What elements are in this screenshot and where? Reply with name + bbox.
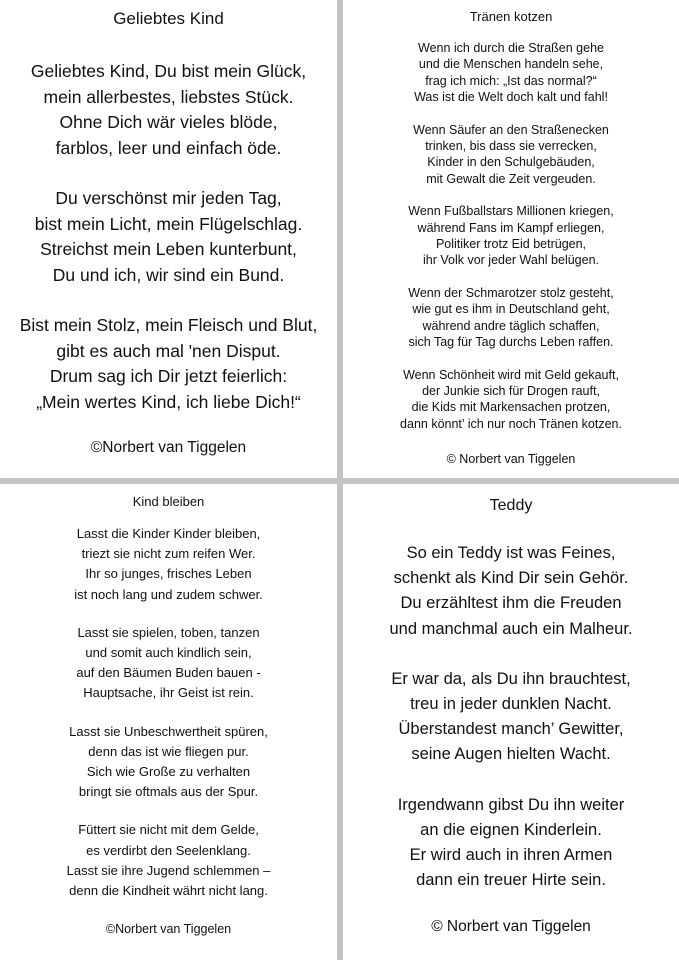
poem-line: Ohne Dich wär vieles blöde, <box>59 112 278 132</box>
poem-stanza <box>0 820 337 901</box>
poem-line: bringt sie oftmals aus der Spur. <box>78 784 259 800</box>
poem-stanza <box>343 285 679 351</box>
poem-stanza <box>0 524 337 605</box>
poem-line: So ein Teddy ist was Feines, <box>406 544 616 562</box>
poem-line: mein allerbestes, liebstes Stück. <box>43 86 294 107</box>
poem-line: Wenn der Schmarotzer stolz gesteht, <box>408 285 614 300</box>
copyright-notice: © Norbert van Tiggelen <box>431 918 591 936</box>
copyright-notice: ©Norbert van Tiggelen <box>90 439 247 456</box>
poem-line: seine Augen hielten Wacht. <box>411 745 611 764</box>
poem-line: und somit auch kindlich sein, <box>85 645 252 661</box>
poem-line: Wenn Schönheit wird mit Geld gekauft, <box>403 367 619 382</box>
copyright-notice: © Norbert van Tiggelen <box>446 452 576 467</box>
poem-line: trinken, bis dass sie verrecken, <box>425 139 597 154</box>
poem-line: Was ist die Welt doch kalt und fahl! <box>414 90 608 105</box>
poem-title: Teddy <box>489 497 533 514</box>
poem-card-geliebtes-kind <box>0 6 337 460</box>
poem-line: Lasst die Kinder Kinder bleiben, <box>76 526 261 541</box>
poem-line: wie gut es ihm in Deutschland geht, <box>412 302 610 317</box>
poem-line: Bist mein Stolz, mein Fleisch und Blut, <box>19 315 318 335</box>
poem-line: Wenn Säufer an den Straßenecken <box>413 122 609 137</box>
poem-line: der Junkie sich für Drogen rauft, <box>422 383 600 398</box>
poem-stanza <box>0 186 337 288</box>
poem-line: ist noch lang und zudem schwer. <box>74 586 263 602</box>
poem-stanza <box>343 667 679 768</box>
poem-line: Lasst sie ihre Jugend schlemmen – <box>66 862 271 878</box>
poem-stanza <box>0 313 337 415</box>
poem-line: denn das ist wie fliegen pur. <box>88 743 249 759</box>
poem-line: „Mein wertes Kind, ich liebe Dich!“ <box>36 391 301 412</box>
poem-stanza <box>343 203 679 269</box>
poem-line: es verdirbt den Seelenklang. <box>86 842 251 858</box>
copyright-notice: ©Norbert van Tiggelen <box>105 922 232 937</box>
poem-line: mit Gewalt die Zeit vergeuden. <box>426 171 596 186</box>
poem-line: Überstandest manch’ Gewitter, <box>398 720 624 739</box>
horizontal-divider <box>0 478 679 484</box>
poem-line: Füttert sie nicht mit dem Gelde, <box>78 822 259 838</box>
poem-stanza <box>343 541 679 642</box>
poem-line: Geliebtes Kind, Du bist mein Glück, <box>30 61 307 81</box>
poem-line: Wenn ich durch die Straßen gehe <box>418 41 604 55</box>
poem-line: treu in jeder dunklen Nacht. <box>410 695 612 714</box>
poem-line: Du und ich, wir sind ein Bund. <box>52 264 285 285</box>
poem-stanza <box>0 623 337 704</box>
poem-card-teddy <box>343 494 679 939</box>
poem-title: Kind bleiben <box>132 494 205 509</box>
poem-line: während andre täglich schaffen, <box>422 318 600 333</box>
poem-line: Sich wie Große zu verhalten <box>86 764 251 780</box>
poem-line: Lasst sie Unbeschwertheit spüren, <box>69 723 268 739</box>
poem-line: dann könnt’ ich nur noch Tränen kotzen. <box>400 416 622 431</box>
poem-stanza <box>0 59 337 161</box>
poem-line: frag ich mich: „Ist das normal?“ <box>425 73 597 88</box>
poem-line: ihr Volk vor jeder Wahl belügen. <box>422 253 600 268</box>
poem-line: Du erzähltest ihm die Freuden <box>400 594 622 613</box>
poem-title: Tränen kotzen <box>469 9 553 24</box>
poem-line: Irgendwann gibst Du ihn weiter <box>397 795 625 814</box>
poem-line: Streichst mein Leben kunterbunt, <box>40 239 297 259</box>
poem-line: Du verschönst mir jeden Tag, <box>55 188 282 208</box>
poem-line: Drum sag ich Dir jetzt feierlich: <box>49 366 288 386</box>
poem-stanza <box>343 40 679 106</box>
poem-line: Wenn Fußballstars Millionen kriegen, <box>408 204 614 219</box>
poem-line: Hauptsache, ihr Geist ist rein. <box>83 685 254 701</box>
poem-line: und die Menschen handeln sehe, <box>418 57 604 72</box>
poem-line: Er war da, als Du ihn brauchtest, <box>391 669 631 688</box>
poem-stanza <box>343 793 679 894</box>
poem-line: Er wird auch in ihren Armen <box>409 846 613 865</box>
poem-line: die Kids mit Markensachen protzen, <box>411 400 611 415</box>
poem-line: auf den Bäumen Buden bauen - <box>76 665 261 681</box>
poem-line: triezt sie nicht zum reifen Wer. <box>81 546 256 562</box>
poem-title: Geliebtes Kind <box>113 9 224 28</box>
poem-line: Kinder in den Schulgebäuden, <box>427 155 595 170</box>
poem-line: dann ein treuer Hirte sein. <box>416 871 606 890</box>
poem-line: bist mein Licht, mein Flügelschlag. <box>34 213 303 234</box>
poem-line: während Fans im Kampf erliegen, <box>417 220 605 235</box>
poem-line: Lasst sie spielen, toben, tanzen <box>77 624 260 640</box>
poem-line: gibt es auch mal 'nen Disput. <box>56 340 281 361</box>
poem-stanza <box>0 722 337 803</box>
poem-line: sich Tag für Tag durchs Leben raffen. <box>408 335 614 350</box>
poem-line: denn die Kindheit währt nicht lang. <box>69 883 268 899</box>
poem-line: Politiker trotz Eid betrügen, <box>435 237 587 252</box>
poem-card-kind-bleiben <box>0 492 337 940</box>
poem-line: Ihr so junges, frisches Leben <box>85 566 252 582</box>
poem-card-traenen-kotzen <box>343 7 679 470</box>
poem-line: farblos, leer und einfach öde. <box>55 137 282 158</box>
poem-stanza <box>343 367 679 433</box>
poem-line: an die eignen Kinderlein. <box>420 820 602 839</box>
poem-line: und manchmal auch ein Malheur. <box>389 619 633 638</box>
poem-line: schenkt als Kind Dir sein Gehör. <box>393 569 629 588</box>
poem-stanza <box>343 122 679 188</box>
